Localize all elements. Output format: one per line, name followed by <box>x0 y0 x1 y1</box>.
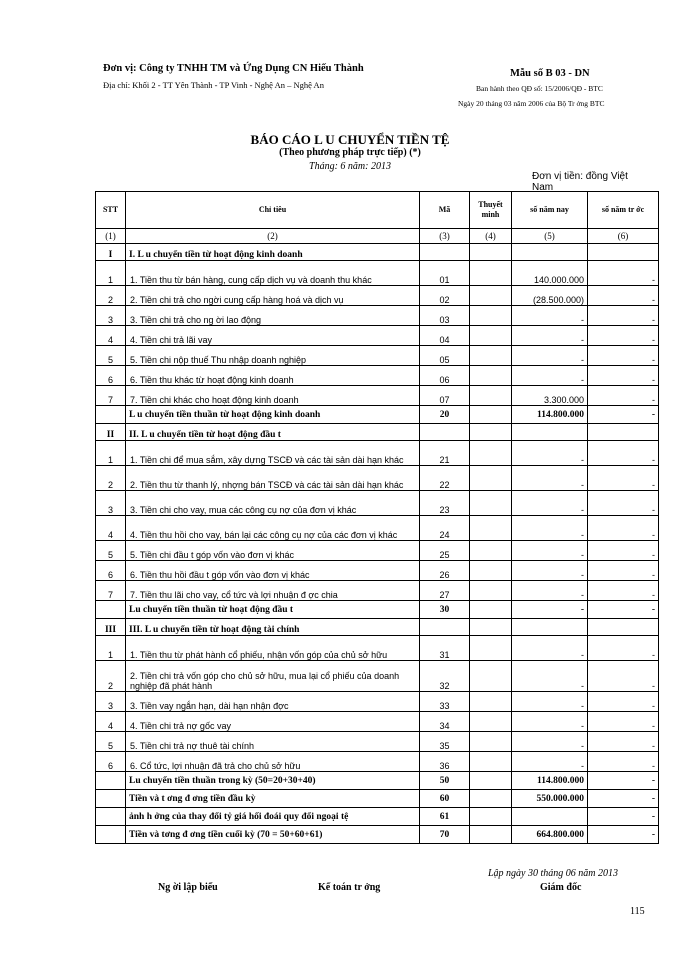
row-description: I. L u chuyển tiền từ hoạt động kinh doanh <box>126 244 420 261</box>
row-previous-amount: - <box>588 541 659 561</box>
row-note <box>470 386 512 406</box>
row-note <box>470 581 512 601</box>
row-current-amount: - <box>512 732 588 752</box>
row-code: 24 <box>420 516 470 541</box>
row-description: 1. Tiền thu từ bán hàng, cung cấp dịch vụ và doanh thu khác <box>126 261 420 286</box>
row-current-amount <box>512 619 588 636</box>
row-code: 36 <box>420 752 470 772</box>
row-previous-amount: - <box>588 636 659 661</box>
col-header-desc: Chỉ tiêu <box>126 192 420 229</box>
row-note <box>470 306 512 326</box>
row-description: 4. Tiền thu hồi cho vay, bán lại các công cụ nợ của các đơn vị khác <box>126 516 420 541</box>
table-row <box>96 366 659 386</box>
row-description: 2. Tiền chi trả cho ngời cung cấp hàng hoá và dịch vụ <box>126 286 420 306</box>
row-previous-amount: - <box>588 712 659 732</box>
row-current-amount: (28.500.000) <box>512 286 588 306</box>
col-header-previous: số năm tr ớc <box>588 192 659 229</box>
row-previous-amount: - <box>588 491 659 516</box>
row-description: 6. Tiền thu hồi đầu t góp vốn vào đơn vị khác <box>126 561 420 581</box>
row-current-amount: - <box>512 541 588 561</box>
row-note <box>470 424 512 441</box>
row-code: 06 <box>420 366 470 386</box>
row-current-amount: 114.800.000 <box>512 772 588 790</box>
row-code: 32 <box>420 661 470 692</box>
row-stt: 4 <box>96 326 126 346</box>
row-description: 2. Tiền chi trả vốn góp cho chủ sở hữu, mua lại cổ phiếu của doanh nghiệp đã phát hành <box>126 661 420 692</box>
col-header-stt: STT <box>96 192 126 229</box>
row-note <box>470 601 512 619</box>
row-note <box>470 661 512 692</box>
row-previous-amount <box>588 424 659 441</box>
row-code: 25 <box>420 541 470 561</box>
row-current-amount: - <box>512 561 588 581</box>
row-description: Lu chuyển tiền thuần từ hoạt động đầu t <box>126 601 420 619</box>
row-description: 4. Tiền chi trả lãi vay <box>126 326 420 346</box>
total-row <box>96 406 659 424</box>
row-stt: 7 <box>96 386 126 406</box>
row-previous-amount: - <box>588 692 659 712</box>
row-stt: 2 <box>96 466 126 491</box>
row-stt <box>96 772 126 790</box>
section-row <box>96 619 659 636</box>
report-period: Tháng: 6 năm: 2013 <box>309 161 391 172</box>
row-description: 5. Tiền chi nộp thuế Thu nhập doanh nghiệp <box>126 346 420 366</box>
row-note <box>470 366 512 386</box>
row-previous-amount: - <box>588 581 659 601</box>
section-row <box>96 424 659 441</box>
row-note <box>470 790 512 808</box>
row-current-amount: 550.000.000 <box>512 790 588 808</box>
table-row <box>96 386 659 406</box>
row-current-amount: - <box>512 581 588 601</box>
currency-unit: Đơn vị tiền: đồng Việt Nam <box>532 171 628 193</box>
table-row <box>96 752 659 772</box>
row-code: 50 <box>420 772 470 790</box>
row-stt: 5 <box>96 346 126 366</box>
row-code: 33 <box>420 692 470 712</box>
row-description: Tiền và t ơng đ ơng tiền đầu kỳ <box>126 790 420 808</box>
table-row <box>96 541 659 561</box>
row-code: 60 <box>420 790 470 808</box>
row-current-amount: 114.800.000 <box>512 406 588 424</box>
col-header-note: Thuyết minh <box>470 192 512 229</box>
row-previous-amount: - <box>588 261 659 286</box>
col-index: (1) <box>96 229 126 244</box>
row-description: ảnh h ởng của thay đổi tỷ giá hối đoái quy đổi ngoại tệ <box>126 808 420 826</box>
row-previous-amount: - <box>588 601 659 619</box>
table-row <box>96 346 659 366</box>
row-code <box>420 619 470 636</box>
row-previous-amount: - <box>588 790 659 808</box>
row-previous-amount: - <box>588 286 659 306</box>
row-note <box>470 561 512 581</box>
row-note <box>470 692 512 712</box>
row-stt: I <box>96 244 126 261</box>
row-previous-amount: - <box>588 441 659 466</box>
decree-date: Ngày 20 tháng 03 năm 2006 của Bộ Tr ởng BTC <box>458 99 605 108</box>
row-previous-amount: - <box>588 561 659 581</box>
total-row <box>96 826 659 844</box>
row-current-amount: - <box>512 306 588 326</box>
table-row <box>96 561 659 581</box>
row-description: 3. Tiền chi trả cho ng ời lao động <box>126 306 420 326</box>
row-current-amount: - <box>512 636 588 661</box>
row-stt <box>96 406 126 424</box>
row-note <box>470 346 512 366</box>
row-note <box>470 441 512 466</box>
total-row <box>96 772 659 790</box>
row-previous-amount: - <box>588 366 659 386</box>
row-stt: 7 <box>96 581 126 601</box>
row-stt: 6 <box>96 561 126 581</box>
col-header-code: Mã <box>420 192 470 229</box>
row-previous-amount <box>588 244 659 261</box>
row-stt: III <box>96 619 126 636</box>
row-current-amount: - <box>512 692 588 712</box>
row-code: 23 <box>420 491 470 516</box>
row-stt: 3 <box>96 491 126 516</box>
table-row <box>96 712 659 732</box>
row-previous-amount <box>588 619 659 636</box>
row-stt <box>96 808 126 826</box>
row-code: 34 <box>420 712 470 732</box>
row-code: 22 <box>420 466 470 491</box>
row-description: 5. Tiền chi trả nợ thuê tài chính <box>126 732 420 752</box>
row-code: 70 <box>420 826 470 844</box>
row-previous-amount: - <box>588 406 659 424</box>
table-row <box>96 516 659 541</box>
page-number: 115 <box>630 906 645 917</box>
row-current-amount: - <box>512 466 588 491</box>
row-description: Tiền và tơng đ ơng tiền cuối kỳ (70 = 50+60+61) <box>126 826 420 844</box>
row-current-amount: - <box>512 346 588 366</box>
row-description: 6. Cổ tức, lợi nhuận đã trả cho chủ sở hữu <box>126 752 420 772</box>
row-previous-amount: - <box>588 826 659 844</box>
row-stt: 3 <box>96 692 126 712</box>
row-code: 07 <box>420 386 470 406</box>
row-description: 6. Tiền thu khác từ hoạt động kinh doanh <box>126 366 420 386</box>
row-previous-amount: - <box>588 752 659 772</box>
row-description: 3. Tiền chi cho vay, mua các công cụ nợ của đơn vị khác <box>126 491 420 516</box>
row-note <box>470 541 512 561</box>
row-previous-amount: - <box>588 346 659 366</box>
row-current-amount: - <box>512 752 588 772</box>
row-description: 2. Tiền thu từ thanh lý, nhợng bán TSCĐ và các tài sản dài hạn khác <box>126 466 420 491</box>
table-row <box>96 732 659 752</box>
col-header-current: số năm nay <box>512 192 588 229</box>
row-current-amount: - <box>512 326 588 346</box>
row-code: 27 <box>420 581 470 601</box>
report-title: BÁO CÁO L U CHUYỂN TIỀN TỆ <box>250 132 450 147</box>
row-code: 05 <box>420 346 470 366</box>
row-stt: 5 <box>96 732 126 752</box>
table-row <box>96 326 659 346</box>
table-row <box>96 636 659 661</box>
row-stt: 5 <box>96 541 126 561</box>
table-row <box>96 441 659 466</box>
form-number: Mẫu số B 03 - DN <box>510 68 590 79</box>
row-description: 7. Tiền chi khác cho hoạt động kinh doanh <box>126 386 420 406</box>
row-previous-amount: - <box>588 466 659 491</box>
row-current-amount <box>512 424 588 441</box>
total-row <box>96 808 659 826</box>
row-note <box>470 826 512 844</box>
row-code: 02 <box>420 286 470 306</box>
row-description: III. L u chuyển tiền từ hoạt động tài chính <box>126 619 420 636</box>
row-code <box>420 424 470 441</box>
row-note <box>470 752 512 772</box>
section-row <box>96 244 659 261</box>
row-note <box>470 732 512 752</box>
row-current-amount: - <box>512 516 588 541</box>
row-note <box>470 244 512 261</box>
row-description: 3. Tiền vay ngắn hạn, dài hạn nhận đợc <box>126 692 420 712</box>
row-current-amount: 140.000.000 <box>512 261 588 286</box>
row-current-amount <box>512 244 588 261</box>
row-note <box>470 261 512 286</box>
row-note <box>470 406 512 424</box>
row-stt: 1 <box>96 441 126 466</box>
row-stt: 1 <box>96 636 126 661</box>
row-stt: 2 <box>96 286 126 306</box>
row-note <box>470 636 512 661</box>
table-row <box>96 661 659 692</box>
row-current-amount: - <box>512 601 588 619</box>
table-row <box>96 491 659 516</box>
report-subtitle: (Theo phương pháp trực tiếp) (*) <box>279 147 421 158</box>
row-note <box>470 466 512 491</box>
row-description: 4. Tiền chi trả nợ gốc vay <box>126 712 420 732</box>
decree-reference: Ban hành theo QĐ số: 15/2006/QĐ - BTC <box>476 84 603 93</box>
row-note <box>470 516 512 541</box>
cash-flow-table <box>95 191 659 844</box>
row-description: 1. Tiền chi để mua sắm, xây dựng TSCĐ và các tài sản dài hạn khác <box>126 441 420 466</box>
row-current-amount: - <box>512 491 588 516</box>
table-row <box>96 466 659 491</box>
row-code: 21 <box>420 441 470 466</box>
row-current-amount: - <box>512 366 588 386</box>
row-previous-amount: - <box>588 808 659 826</box>
company-name: Đơn vị: Công ty TNHH TM và Ứng Dụng CN Hiếu Thành <box>103 63 364 74</box>
row-stt: 6 <box>96 366 126 386</box>
row-previous-amount: - <box>588 386 659 406</box>
row-current-amount: - <box>512 441 588 466</box>
col-index: (6) <box>588 229 659 244</box>
row-stt: 2 <box>96 661 126 692</box>
row-note <box>470 619 512 636</box>
row-stt: 4 <box>96 516 126 541</box>
row-stt: II <box>96 424 126 441</box>
row-previous-amount: - <box>588 661 659 692</box>
row-stt: 6 <box>96 752 126 772</box>
row-code: 01 <box>420 261 470 286</box>
row-code: 31 <box>420 636 470 661</box>
row-stt <box>96 601 126 619</box>
col-index: (5) <box>512 229 588 244</box>
row-stt: 4 <box>96 712 126 732</box>
col-index: (3) <box>420 229 470 244</box>
row-current-amount: 3.300.000 <box>512 386 588 406</box>
row-description: L u chuyển tiền thuần từ hoạt động kinh doanh <box>126 406 420 424</box>
row-current-amount: - <box>512 661 588 692</box>
table-row <box>96 286 659 306</box>
row-note <box>470 712 512 732</box>
row-code: 30 <box>420 601 470 619</box>
row-code: 26 <box>420 561 470 581</box>
table-row <box>96 306 659 326</box>
row-previous-amount: - <box>588 516 659 541</box>
signature-accountant: Kế toán tr ởng <box>318 882 381 893</box>
row-description: 5. Tiền chi đầu t góp vốn vào đơn vị khác <box>126 541 420 561</box>
row-current-amount <box>512 808 588 826</box>
row-previous-amount: - <box>588 732 659 752</box>
signature-preparer: Ng ời lập biểu <box>158 882 218 893</box>
header-row <box>96 192 659 229</box>
row-note <box>470 808 512 826</box>
row-description: Lu chuyển tiền thuần trong kỳ (50=20+30+40) <box>126 772 420 790</box>
table-row <box>96 261 659 286</box>
row-stt <box>96 826 126 844</box>
row-current-amount: - <box>512 712 588 732</box>
row-previous-amount: - <box>588 306 659 326</box>
row-stt: 3 <box>96 306 126 326</box>
table-row <box>96 581 659 601</box>
row-note <box>470 772 512 790</box>
row-code: 35 <box>420 732 470 752</box>
row-note <box>470 491 512 516</box>
total-row <box>96 601 659 619</box>
signature-director: Giám đốc <box>540 882 582 893</box>
report-date: Lập ngày 30 tháng 06 năm 2013 <box>488 868 618 879</box>
row-current-amount: 664.800.000 <box>512 826 588 844</box>
table-row <box>96 692 659 712</box>
col-index: (2) <box>126 229 420 244</box>
row-note <box>470 286 512 306</box>
company-address: Địa chỉ: Khối 2 - TT Yên Thành - TP Vinh - Nghệ An – Nghệ An <box>103 80 324 90</box>
row-code: 04 <box>420 326 470 346</box>
row-code: 20 <box>420 406 470 424</box>
col-index: (4) <box>470 229 512 244</box>
row-previous-amount: - <box>588 326 659 346</box>
row-stt <box>96 790 126 808</box>
row-description: 1. Tiền thu từ phát hành cổ phiếu, nhận vốn góp của chủ sở hữu <box>126 636 420 661</box>
index-row <box>96 229 659 244</box>
row-previous-amount: - <box>588 772 659 790</box>
row-code: 61 <box>420 808 470 826</box>
row-note <box>470 326 512 346</box>
row-code: 03 <box>420 306 470 326</box>
row-description: 7. Tiền thu lãi cho vay, cổ tức và lợi nhuận đ ợc chia <box>126 581 420 601</box>
row-code <box>420 244 470 261</box>
row-description: II. L u chuyển tiền từ hoạt động đầu t <box>126 424 420 441</box>
row-stt: 1 <box>96 261 126 286</box>
total-row <box>96 790 659 808</box>
